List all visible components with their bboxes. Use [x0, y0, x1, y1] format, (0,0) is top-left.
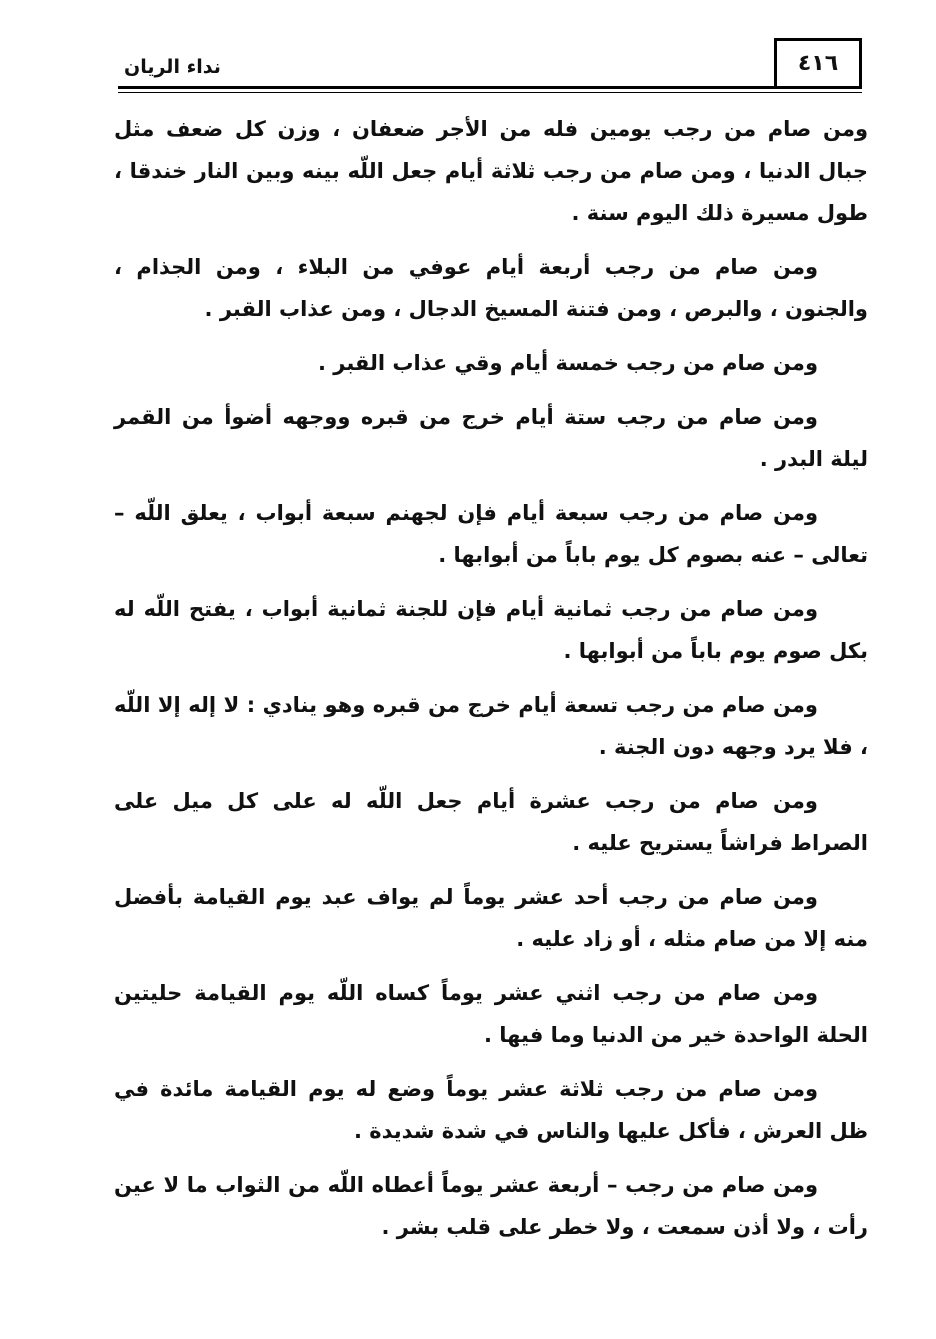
header-rule-thin [118, 92, 862, 93]
running-title: نداء الريان [124, 56, 221, 78]
paragraph-1: ومن صام من رجب يومين فله من الأجر ضعفان ، وزن كل ضعف مثل جبال الدنيا ، ومن صام من رجب ثلاثة أيام جعل اللّه بينه وبين النار خندقا ، طول مسيرة ذلك اليوم سنة . [114, 117, 868, 225]
paragraph-11: ومن صام من رجب ثلاثة عشر يوماً وضع له يوم القيامة مائدة في ظل العرش ، فأكل عليها والناس في شدة شديدة . [114, 1077, 868, 1143]
paragraph-9: ومن صام من رجب أحد عشر يوماً لم يواف عبد يوم القيامة بأفضل منه إلا من صام مثله ، أو زاد عليه . [114, 885, 868, 951]
page-body [114, 108, 868, 1260]
header-rule [118, 86, 862, 89]
paragraph-5: ومن صام من رجب سبعة أيام فإن لجهنم سبعة أبواب ، يعلق اللّه – تعالى – عنه بصوم كل يوم باباً من أبوابها . [114, 501, 868, 567]
paragraph-2: ومن صام من رجب أربعة أيام عوفي من البلاء ، ومن الجذام ، والجنون ، والبرص ، ومن فتنة المسيخ الدجال ، ومن عذاب القبر . [114, 255, 868, 321]
paragraph-6: ومن صام من رجب ثمانية أيام فإن للجنة ثمانية أبواب ، يفتح اللّه له بكل صوم يوم باباً من أبوابها . [114, 597, 868, 663]
paragraph-7: ومن صام من رجب تسعة أيام خرج من قبره وهو ينادي : لا إله إلا اللّه ، فلا يرد وجهه دون الجنة . [114, 693, 868, 759]
page-number: ٤١٦ [774, 38, 862, 86]
paragraph-8: ومن صام من رجب عشرة أيام جعل اللّه له على كل ميل على الصراط فراشاً يستريح عليه . [114, 789, 868, 855]
paragraph-4: ومن صام من رجب ستة أيام خرج من قبره ووجهه أضوأ من القمر ليلة البدر . [114, 405, 868, 471]
paragraph-3: ومن صام من رجب خمسة أيام وقي عذاب القبر . [318, 351, 818, 375]
paragraph-10: ومن صام من رجب اثني عشر يوماً كساه اللّه يوم القيامة حليتين الحلة الواحدة خير من الدنيا وما فيها . [114, 981, 868, 1047]
page-header [118, 38, 862, 94]
paragraph-12: ومن صام من رجب – أربعة عشر يوماً أعطاه اللّه من الثواب ما لا عين رأت ، ولا أذن سمعت ، ولا خطر على قلب بشر . [114, 1173, 868, 1239]
